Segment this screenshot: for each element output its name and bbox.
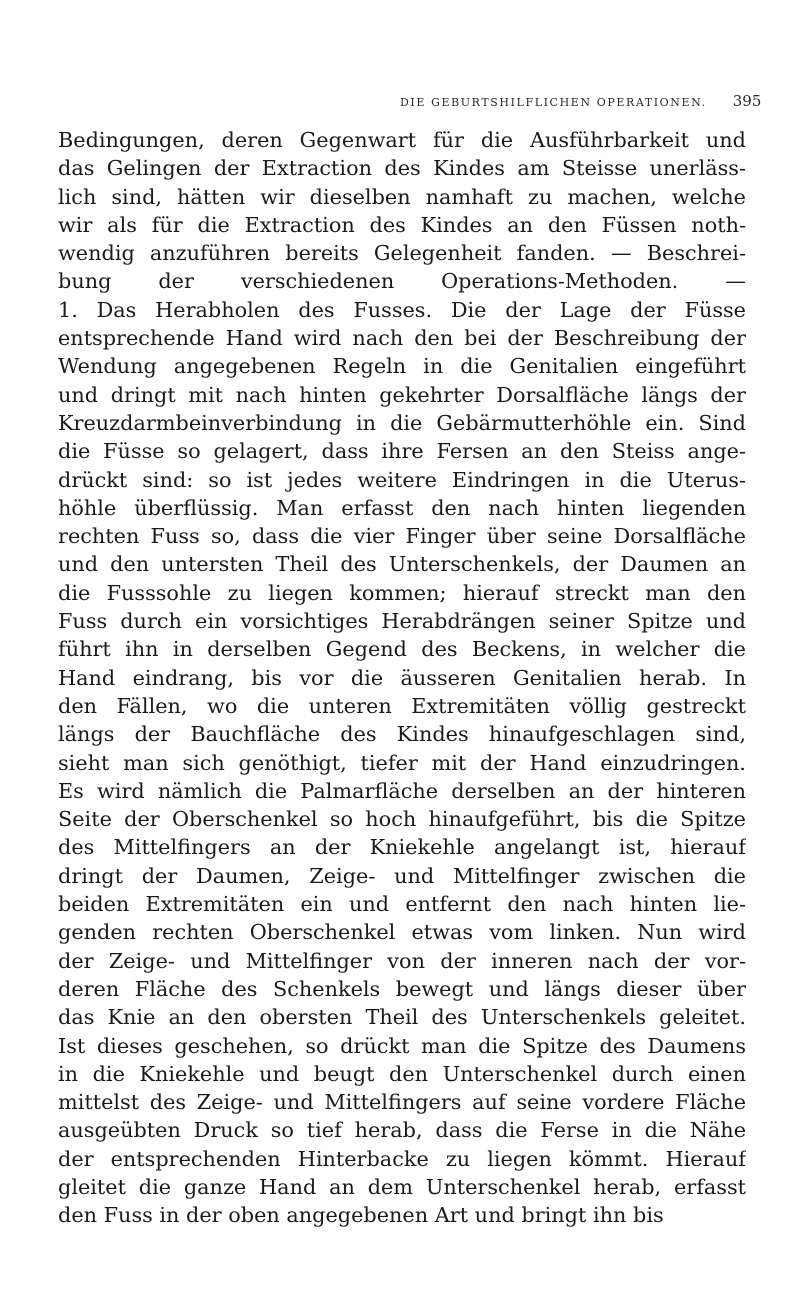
text-line: drückt sind: so ist jedes weitere Eindringen in die Uterus- — [58, 467, 746, 492]
text-line: wir als für die Extraction des Kindes an den Füssen noth- — [58, 212, 746, 237]
text-line: dringt der Daumen, Zeige- und Mittelfinger zwischen die — [58, 863, 746, 888]
text-line: Ist dieses geschehen, so drückt man die Spitze des Daumens — [58, 1033, 746, 1058]
text-line: ausgeübten Druck so tief herab, dass die Ferse in die Nähe — [58, 1118, 746, 1143]
text-line: die Füsse so gelagert, dass ihre Fersen an den Steiss ange- — [58, 439, 746, 464]
text-line: beiden Extremitäten ein und entfernt den nach hinten lie- — [58, 892, 746, 917]
text-line: längs der Bauchfläche des Kindes hinaufgeschlagen sind, — [58, 722, 746, 747]
text-line: Bedingungen, deren Gegenwart für die Ausführbarkeit und — [58, 128, 746, 152]
text-line: mittelst des Zeige- und Mittelfingers auf seine vordere Fläche — [58, 1090, 746, 1115]
text-line: Wendung angegebenen Regeln in die Genitalien eingeführt — [58, 354, 746, 379]
text-line: den Fällen, wo die unteren Extremitäten völlig gestreckt — [58, 693, 746, 718]
text-line: 1. Das Herabholen des Fusses. Die der Lage der Füsse — [58, 297, 746, 322]
text-line: das Knie an den obersten Theil des Unterschenkels geleitet. — [58, 1005, 746, 1030]
text-line: Kreuzdarmbeinverbindung in die Gebärmutterhöhle ein. Sind — [58, 410, 746, 435]
text-line: höhle überflüssig. Man erfasst den nach hinten liegenden — [58, 495, 746, 520]
text-line: und dringt mit nach hinten gekehrter Dorsalfläche längs der — [58, 382, 746, 407]
text-line: sieht man sich genöthigt, tiefer mit der Hand einzudringen. — [58, 750, 746, 775]
text-line: Hand eindrang, bis vor die äusseren Genitalien herab. In — [58, 665, 746, 690]
text-line: bung der verschiedenen Operations-Methoden. — — [58, 269, 746, 294]
text-line: und den untersten Theil des Unterschenkels, der Daumen an — [58, 552, 746, 577]
text-line: gleitet die ganze Hand an dem Unterschenkel herab, erfasst — [58, 1174, 746, 1199]
page-number: 395 — [732, 92, 762, 110]
text-line: rechten Fuss so, dass die vier Finger über seine Dorsalfläche — [58, 524, 746, 549]
text-line: führt ihn in derselben Gegend des Beckens, in welcher die — [58, 637, 746, 662]
text-line: genden rechten Oberschenkel etwas vom linken. Nun wird — [58, 920, 746, 945]
text-line: den Fuss in der oben angegebenen Art und bringt ihn bis — [58, 1203, 664, 1228]
text-line: Seite der Oberschenkel so hoch hinaufgeführt, bis die Spitze — [58, 807, 746, 832]
body-text — [58, 126, 746, 1230]
text-line: Es wird nämlich die Palmarfläche derselben an der hinteren — [58, 778, 746, 803]
running-header — [400, 92, 762, 110]
text-line: Fuss durch ein vorsichtiges Herabdrängen seiner Spitze und — [58, 609, 746, 634]
text-line: lich sind, hätten wir dieselben namhaft zu machen, welche — [58, 184, 746, 209]
text-line: der Zeige- und Mittelfinger von der inneren nach der vor- — [58, 948, 746, 973]
text-line: entsprechende Hand wird nach den bei der Beschreibung der — [58, 326, 746, 351]
text-line: der entsprechenden Hinterbacke zu liegen kömmt. Hierauf — [58, 1146, 746, 1171]
text-line: wendig anzuführen bereits Gelegenheit fanden. — Beschrei- — [58, 241, 746, 266]
text-line: des Mittelfingers an der Kniekehle angelangt ist, hierauf — [58, 835, 746, 860]
running-header-title: DIE GEBURTSHILFLICHEN OPERATIONEN. — [400, 96, 707, 109]
text-line: die Fusssohle zu liegen kommen; hierauf streckt man den — [58, 580, 746, 605]
text-line: das Gelingen der Extraction des Kindes am Steisse unerläss- — [58, 156, 746, 181]
text-line: in die Kniekehle und beugt den Unterschenkel durch einen — [58, 1061, 746, 1086]
text-line: deren Fläche des Schenkels bewegt und längs dieser über — [58, 976, 746, 1001]
